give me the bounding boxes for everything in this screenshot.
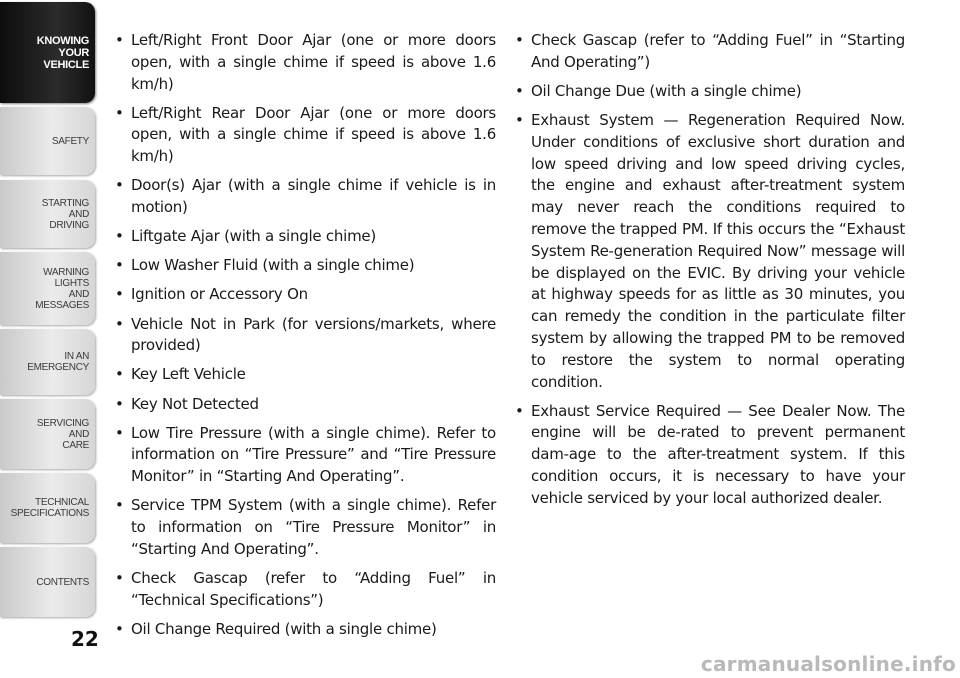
bullet: • <box>115 365 124 384</box>
bullet: • <box>115 176 124 195</box>
tab-label: WARNING LIGHTS AND MESSAGES <box>35 266 89 311</box>
bullet: • <box>115 285 124 304</box>
tab-label: KNOWING YOUR VEHICLE <box>36 34 89 71</box>
bullet: • <box>115 31 124 49</box>
list-item-text: Left/Right Rear Door Ajar (one or more doors open, with a single chime if speed is above 1.6 km/h) <box>131 103 496 166</box>
list-item <box>113 103 496 168</box>
list-item <box>113 423 496 488</box>
list-item <box>113 284 496 306</box>
bullet: • <box>515 401 524 420</box>
list-item <box>113 364 496 386</box>
tab-label: CONTENTS <box>36 576 89 588</box>
list-item-text: Ignition or Accessory On <box>131 285 308 304</box>
tab-starting-and-driving[interactable] <box>0 180 95 248</box>
bullet: • <box>115 496 124 515</box>
bullet: • <box>515 110 524 129</box>
tab-servicing-and-care[interactable] <box>0 399 95 469</box>
bullet: • <box>115 314 124 333</box>
bullet: • <box>115 423 124 442</box>
list-item <box>513 30 905 74</box>
tab-warning-lights-and-messages[interactable] <box>0 252 95 325</box>
tab-label: SERVICING AND CARE <box>36 417 89 451</box>
list-item-text: Oil Change Due (with a single chime) <box>531 81 802 100</box>
bullet: • <box>115 394 124 413</box>
right-column-list <box>513 30 905 517</box>
list-item-text: Left/Right Front Door Ajar (one or more doors open, with a single chime if speed is above 1.6 km/h) <box>131 31 496 93</box>
bullet: • <box>515 31 524 49</box>
list-item <box>113 30 496 95</box>
section-tabs <box>0 0 100 678</box>
list-item <box>513 81 905 103</box>
list-item <box>113 394 496 416</box>
list-item-text: Exhaust Service Required — See Dealer Now. The engine will be de-rated to prevent permanent dam-age to the after-treatment system. If this condition occurs, it is necessary to have your vehicle serviced by your local authorized dealer. <box>531 401 905 507</box>
list-item <box>113 568 496 612</box>
list-item <box>113 619 496 641</box>
tab-label: SAFETY <box>51 135 89 147</box>
tab-label: STARTING AND DRIVING <box>41 197 89 231</box>
tab-label: TECHNICAL SPECIFICATIONS <box>10 497 89 519</box>
watermark: carmanualsonline.info <box>700 652 956 676</box>
bullet: • <box>115 569 124 587</box>
list-item-text: Oil Change Required (with a single chime) <box>131 619 437 638</box>
tab-technical-specifications[interactable] <box>0 473 95 543</box>
tab-safety[interactable] <box>0 107 95 175</box>
list-item-text: Exhaust System — Regeneration Required Now. Under conditions of exclusive short duration and low speed driving and low speed driving cycles, the engine and exhaust after-treatment system may never reach the conditions required to remove the trapped PM. If this occurs the “Exhaust System Re-generation Required Now” message will be displayed on the EVIC. By driving your vehicle at highway speeds for as little as 30 minutes, you can remedy the condition in the particulate filter system by allowing the trapped PM to be removed to restore the system to normal operating condition. <box>531 110 905 391</box>
list-item <box>113 175 496 219</box>
list-item-text: Service TPM System (with a single chime). Refer to information on “Tire Pressure Monitor” in “Starting And Operating”. <box>131 496 496 558</box>
list-item-text: Key Left Vehicle <box>131 365 246 384</box>
tab-knowing-your-vehicle[interactable] <box>0 2 95 103</box>
list-item-text: Low Washer Fluid (with a single chime) <box>131 256 415 275</box>
list-item <box>113 314 496 358</box>
list-item <box>113 226 496 248</box>
page-number: 22 <box>71 627 99 651</box>
list-item <box>113 255 496 277</box>
list-item-text: Low Tire Pressure (with a single chime). Refer to information on “Tire Pressure” and “Tire Pressure Monitor” in “Starting And Operating”. <box>131 423 496 486</box>
bullet: • <box>115 256 124 275</box>
list-item-text: Check Gascap (refer to “Adding Fuel” in “Starting And Operating”) <box>531 31 905 71</box>
bullet: • <box>115 227 124 246</box>
list-item <box>513 110 905 393</box>
bullet: • <box>115 619 124 638</box>
tab-in-an-emergency[interactable] <box>0 329 95 395</box>
tab-label: IN AN EMERGENCY <box>27 351 89 373</box>
list-item-text: Door(s) Ajar (with a single chime if vehicle is in motion) <box>131 176 496 217</box>
list-item-text: Vehicle Not in Park (for versions/markets, where provided) <box>131 314 496 355</box>
list-item <box>113 495 496 560</box>
list-item-text: Check Gascap (refer to “Adding Fuel” in “Technical Specifications”) <box>131 569 496 609</box>
left-column-list <box>113 30 496 648</box>
list-item <box>513 401 905 510</box>
list-item-text: Key Not Detected <box>131 394 259 413</box>
bullet: • <box>115 103 124 122</box>
bullet: • <box>515 81 524 100</box>
tab-contents[interactable] <box>0 547 95 617</box>
list-item-text: Liftgate Ajar (with a single chime) <box>131 227 377 246</box>
